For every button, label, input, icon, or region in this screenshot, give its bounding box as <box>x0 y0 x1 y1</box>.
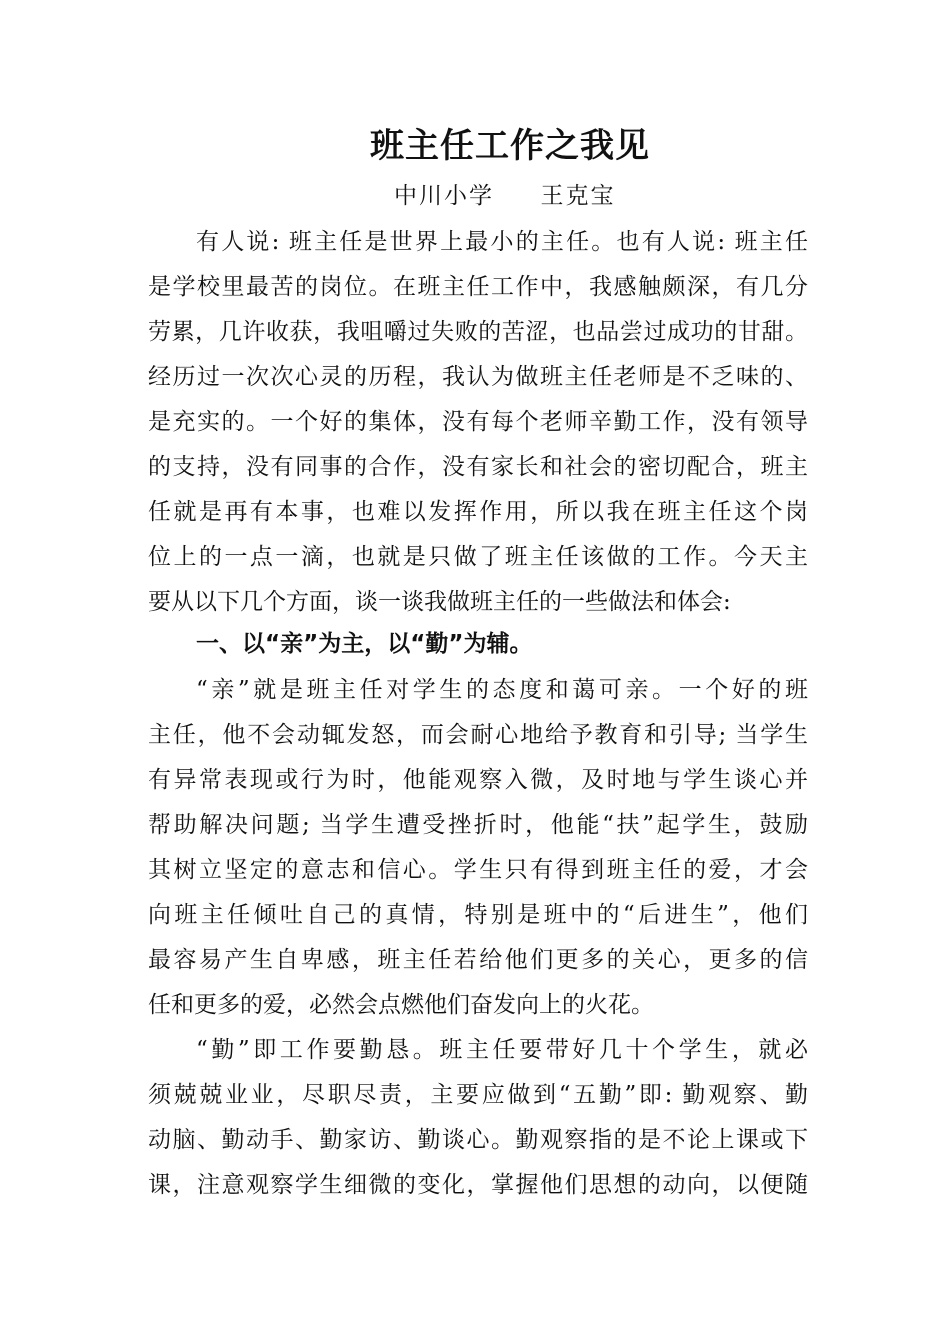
paragraph-line: 有异常表现或行为时，他能观察入微，及时地与学生谈心并 <box>148 767 808 793</box>
paragraph-line: 主任，他不会动辄发怒，而会耐心地给予教育和引导; 当学生 <box>148 722 808 748</box>
paragraph-line: 的支持，没有同事的合作，没有家长和社会的密切配合，班主 <box>148 454 808 480</box>
paragraph-line: 动脑、勤动手、勤家访、勤谈心。勤观察指的是不论上课或下 <box>148 1127 808 1153</box>
paragraph-line: 位上的一点一滴，也就是只做了班主任该做的工作。今天主 <box>148 544 808 570</box>
paragraph-line: 有人说: 班主任是世界上最小的主任。也有人说: 班主任 <box>196 229 808 255</box>
paragraph-line: 是学校里最苦的岗位。在班主任工作中，我感触颇深，有几分 <box>148 274 808 300</box>
author-byline: 中川小学 王克宝 <box>394 183 616 209</box>
paragraph-line: 要从以下几个方面，谈一谈我做班主任的一些做法和体会: <box>148 589 731 615</box>
section-heading: 一、以“亲”为主，以“勤”为辅。 <box>196 631 533 657</box>
paragraph-line: “勤”即工作要勤恳。班主任要带好几十个学生，就必 <box>196 1037 808 1063</box>
paragraph-line: 任就是再有本事，也难以发挥作用，所以我在班主任这个岗 <box>148 499 808 525</box>
paragraph-line: 最容易产生自卑感，班主任若给他们更多的关心，更多的信 <box>148 947 808 973</box>
paragraph-line: 经历过一次次心灵的历程，我认为做班主任老师是不乏味的、 <box>148 364 808 390</box>
paragraph-line: 向班主任倾吐自己的真情，特别是班中的“后进生”，他们 <box>148 902 808 928</box>
paragraph-line: 是充实的。一个好的集体，没有每个老师辛勤工作，没有领导 <box>148 409 808 435</box>
paragraph-line: 其树立坚定的意志和信心。学生只有得到班主任的爱，才会 <box>148 857 808 883</box>
paragraph-line: 须兢兢业业，尽职尽责，主要应做到“五勤”即: 勤观察、勤 <box>148 1082 808 1108</box>
paragraph-line: 课，注意观察学生细微的变化，掌握他们思想的动向，以便随 <box>148 1172 808 1198</box>
paragraph-line: 劳累，几许收获，我咀嚼过失败的苦涩，也品尝过成功的甘甜。 <box>148 319 808 345</box>
paragraph-line: “亲”就是班主任对学生的态度和蔼可亲。一个好的班 <box>196 677 808 703</box>
paragraph-line: 帮助解决问题; 当学生遭受挫折时，他能“扶”起学生，鼓励 <box>148 812 808 838</box>
paragraph-line: 任和更多的爱，必然会点燃他们奋发向上的火花。 <box>148 992 654 1018</box>
document-title: 班主任工作之我见 <box>370 126 650 166</box>
